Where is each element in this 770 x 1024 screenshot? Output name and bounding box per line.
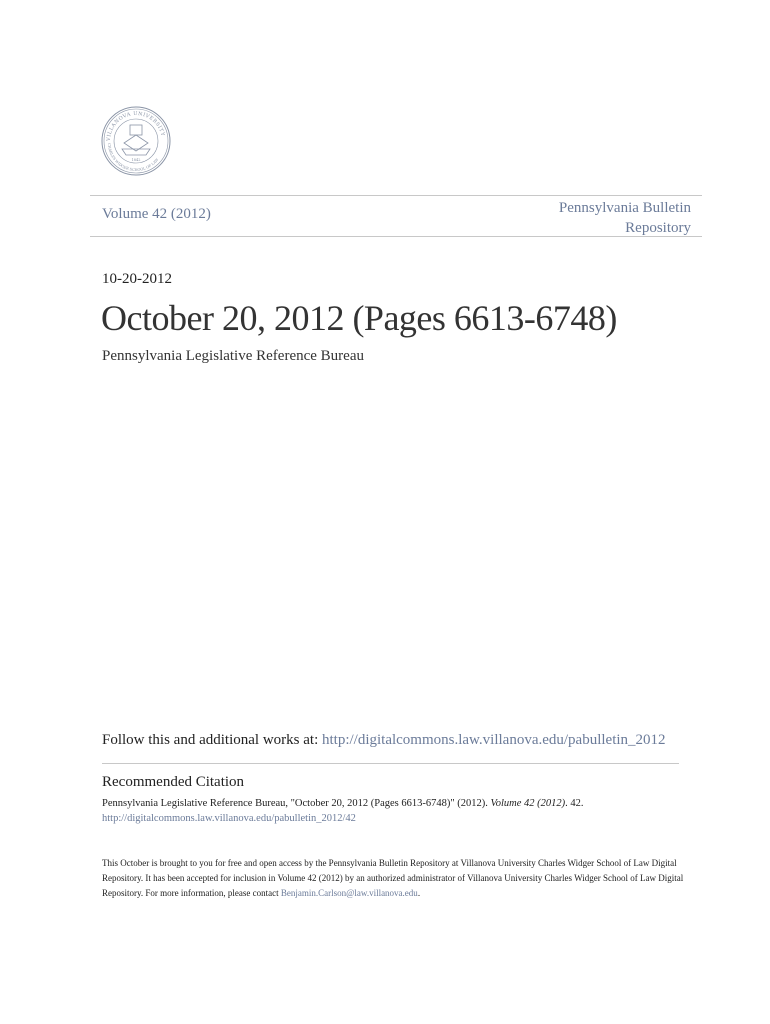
follow-works-line xyxy=(102,732,666,749)
seal-bottom-text: CHARLES WIDGER SCHOOL OF LAW xyxy=(106,142,160,173)
publication-date: 10-20-2012 xyxy=(102,271,172,287)
notice-end: . xyxy=(417,888,421,898)
notice-text: This October is brought to you for free and open access by the Pennsylvania Bulletin Repository at Villanova University Charles Widger School of Law Digital Repository. It has been accepted for inclusion in Volume 42 (2012) by an authorized administrator of Villanova University Charles Widger School of Law Digital Repository. For more information, please contact xyxy=(102,858,684,898)
collection-url-link[interactable]: http://digitalcommons.law.villanova.edu/pabulletin_2012 xyxy=(321,732,666,748)
contact-email-link[interactable]: Benjamin.Carlson@law.villanova.edu xyxy=(280,888,418,898)
svg-text:VILLANOVA UNIVERSITY xyxy=(106,111,166,142)
header-bottom-rule xyxy=(90,236,702,237)
repository-line-2: Repository xyxy=(625,220,691,236)
repository-line-1: Pennsylvania Bulletin xyxy=(558,200,691,216)
citation-number: . 42. xyxy=(565,798,584,809)
citation-text: Pennsylvania Legislative Reference Bureau, "October 20, 2012 (Pages 6613-6748)" (2012). xyxy=(102,798,491,809)
citation-rule xyxy=(102,763,679,764)
villanova-law-seal xyxy=(100,105,172,177)
header-top-rule xyxy=(90,195,702,196)
citation-url-link[interactable]: http://digitalcommons.law.villanova.edu/pabulletin_2012/42 xyxy=(102,813,356,824)
access-notice xyxy=(102,856,687,901)
follow-label: Follow this and additional works at: xyxy=(102,732,322,748)
repository-link[interactable] xyxy=(559,198,691,238)
document-author: Pennsylvania Legislative Reference Bureau xyxy=(102,348,364,364)
seal-year: 1842 xyxy=(131,158,141,162)
citation-block xyxy=(102,796,702,826)
volume-link[interactable]: Volume 42 (2012) xyxy=(102,206,211,222)
recommended-citation-heading: Recommended Citation xyxy=(102,774,245,790)
seal-top-text: VILLANOVA UNIVERSITY xyxy=(105,110,166,142)
document-title: October 20, 2012 (Pages 6613-6748) xyxy=(101,298,617,338)
citation-volume: Volume 42 (2012) xyxy=(490,798,566,809)
